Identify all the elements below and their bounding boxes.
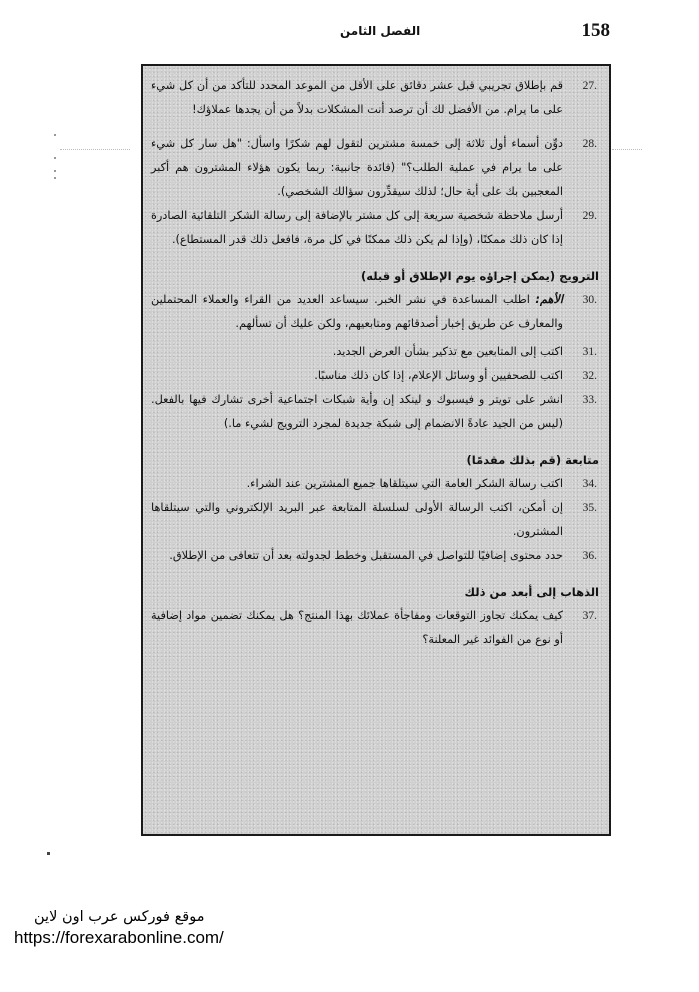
checklist-item-35 bbox=[151, 496, 599, 544]
item-text: كيف يمكنك تجاوز التوقعات ومفاجأة عملائك بهذا المنتج؟ هل يمكنك تضمين مواد إضافية أو نوع من الفوائد غير المعلنة؟ bbox=[151, 609, 563, 646]
checklist-item-29 bbox=[151, 204, 599, 252]
item-number: 36. bbox=[582, 550, 597, 562]
item-text: اكتب إلى المتابعين مع تذكير بشأن العرض الجديد. bbox=[332, 345, 563, 358]
page-number: 158 bbox=[581, 20, 610, 41]
scan-dot bbox=[54, 170, 56, 172]
item-number: 30. bbox=[582, 294, 597, 306]
checklist-item-37 bbox=[151, 604, 599, 652]
scan-dot bbox=[54, 134, 56, 136]
watermark-url[interactable]: https://forexarabonline.com/ bbox=[14, 928, 224, 947]
watermark bbox=[14, 907, 274, 949]
checklist-box bbox=[141, 64, 611, 836]
item-number: 27. bbox=[582, 80, 597, 92]
item-text: اكتب رسالة الشكر العامة التي سيتلقاها جميع المشترين عند الشراء. bbox=[246, 477, 563, 490]
page-header bbox=[330, 20, 612, 44]
item-number: 35. bbox=[582, 502, 597, 514]
checklist-item-28 bbox=[151, 132, 599, 204]
item-text: اطلب المساعدة في نشر الخبر. سيساعد العديد من القراء والعملاء المحتملين والمعارف عن طريق إخبار أصدقائهم ومتابعيهم، ولكن عليك أن تسألهم. bbox=[151, 293, 563, 330]
scan-dot bbox=[54, 177, 56, 179]
item-number: 33. bbox=[582, 394, 597, 406]
item-text: انشر على تويتر و فيسبوك و لينكد إن وأية شبكات اجتماعية أخرى تشارك فيها بالفعل. (ليس من الجيد عادةً الانضمام إلى شبكة جديدة لمجرد الترويج لشيء ما.) bbox=[151, 393, 563, 430]
item-text: إن أمكن، اكتب الرسالة الأولى لسلسلة المتابعة عبر البريد الإلكتروني والتي سيتلقاها المشترون. bbox=[151, 501, 563, 538]
section-heading-beyond: الذهاب إلى أبعد من ذلك bbox=[464, 585, 599, 599]
section-heading-promotion: الترويج (يمكن إجراؤه يوم الإطلاق أو قبله) bbox=[360, 269, 599, 283]
item-number: 34. bbox=[582, 478, 597, 490]
item-number: 32. bbox=[582, 370, 597, 382]
item-lead: الأهم: bbox=[535, 293, 563, 306]
item-number: 37. bbox=[582, 610, 597, 622]
item-text: قم بإطلاق تجريبي قبل عشر دقائق على الأقل من الموعد المحدد للتأكد من أن كل شيء على ما يرام. من الأفضل لك أن ترصد أنت المشكلات بدلاً من أن يجدها عملاؤك! bbox=[151, 79, 563, 116]
checklist-item-34 bbox=[151, 472, 599, 496]
watermark-title: موقع فوركس عرب اون لاين bbox=[34, 909, 205, 925]
scan-dotted-rule-right bbox=[612, 149, 642, 150]
section-heading-followup: متابعة (قم بذلك مقدمًا) bbox=[466, 453, 599, 467]
checklist-item-27 bbox=[151, 74, 599, 122]
item-text: دوِّن أسماء أول ثلاثة إلى خمسة مشترين لتقول لهم شكرًا واسأل: "هل سار كل شيء على ما يرام في عملية الطلب؟" (فائدة جانبية: ربما يكون هؤلاء المشترون هم أكبر المعجبين بك على أية حال؛ لذلك سيقدِّرون سؤالك الشخصي). bbox=[151, 137, 563, 198]
item-text: حدد محتوى إضافيًا للتواصل في المستقبل وخطط لجدولته بعد أن تتعافى من الإطلاق. bbox=[169, 549, 563, 562]
scan-dotted-rule bbox=[60, 149, 130, 150]
item-text: اكتب للصحفيين أو وسائل الإعلام، إذا كان ذلك مناسبًا. bbox=[314, 369, 563, 382]
chapter-title: الفصل الثامن bbox=[340, 24, 421, 38]
scan-speck bbox=[47, 852, 50, 855]
item-number: 29. bbox=[582, 210, 597, 222]
checklist-item-31 bbox=[151, 340, 599, 364]
item-text: أرسل ملاحظة شخصية سريعة إلى كل مشتر بالإضافة إلى رسالة الشكر التلقائية الصادرة إذا كان ذلك ممكنًا، (وإذا لم يكن ذلك ممكنًا في كل مرة، فافعل ذلك قدر المستطاع). bbox=[151, 209, 563, 246]
scan-dot bbox=[54, 157, 56, 159]
item-number: 28. bbox=[582, 138, 597, 150]
item-number: 31. bbox=[582, 346, 597, 358]
checklist-item-33 bbox=[151, 388, 599, 436]
checklist-item-30 bbox=[151, 288, 599, 336]
checklist-item-36 bbox=[151, 544, 599, 568]
checklist-item-32 bbox=[151, 364, 599, 388]
